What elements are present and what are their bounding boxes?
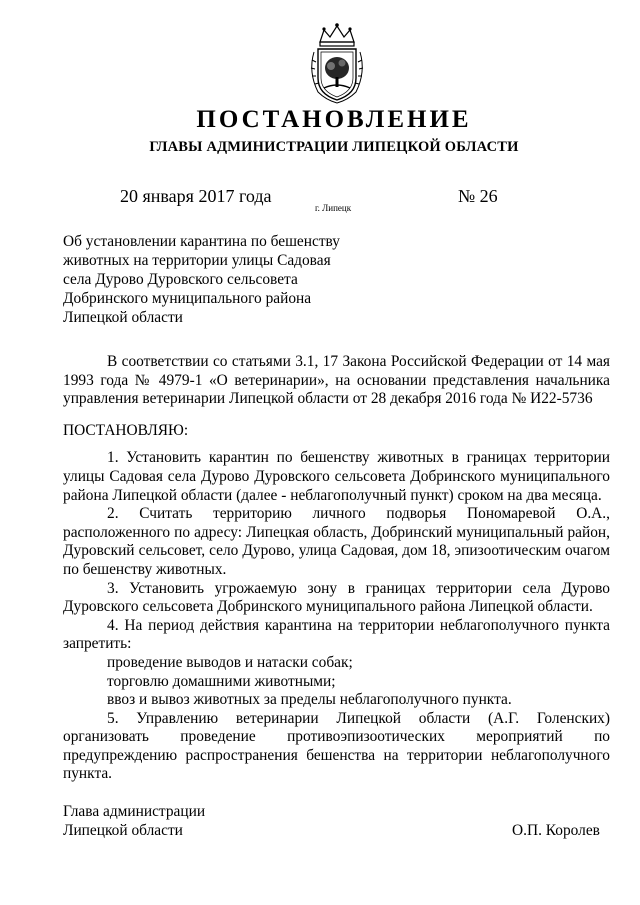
subject-line: Липецкой области — [63, 309, 183, 326]
document-number: № 26 — [458, 186, 498, 206]
subject-line: села Дурово Дуровского сельсовета — [63, 271, 298, 288]
item-4-subitem: торговлю домашними животными; — [107, 672, 336, 690]
document-subject — [63, 232, 363, 327]
issuer-subtitle: ГЛАВЫ АДМИНИСТРАЦИИ ЛИПЕЦКОЙ ОБЛАСТИ — [149, 139, 519, 155]
signatory-title — [63, 802, 205, 840]
item-1-paragraph: 1. Установить карантин по бешенству животных в границах территории улицы Садовая села Дурово Дуровского сельсовета Добринского муниципального района Липецкой области (далее - неблагополучный пункт) сроком на два месяца. — [63, 449, 610, 504]
decree-word: ПОСТАНОВЛЯЮ: — [63, 421, 189, 439]
document-city: г. Липецк — [315, 203, 352, 213]
subject-line: Добринского муниципального района — [63, 290, 312, 307]
item-4-subitem: проведение выводов и натаски собак; — [107, 653, 353, 671]
item-4-subitem: ввоз и вывоз животных за пределы неблагополучного пункта. — [107, 691, 512, 709]
item-4-paragraph: 4. На период действия карантина на территории неблагополучного пункта запретить: — [63, 616, 610, 653]
preamble-paragraph: В соответствии со статьями 3.1, 17 Закона Российской Федерации от 14 мая 1993 года № 4979-1 «О ветеринарии», на основании представления начальника управления ветеринарии Липецкой области от 28 декабря 2016 года № И22-5736 — [63, 353, 610, 408]
signatory-name: О.П. Королев — [512, 822, 600, 839]
item-2-paragraph: 2. Считать территорию личного подворья Пономаревой О.А., расположенного по адресу: Липецкая область, Добринский муниципальный район, Дуровский сельсовет, село Дурово, улица Садовая, дом 18, эпизоотическим очагом по бешенству животных. — [63, 505, 610, 578]
signatory-title-line: Липецкой области — [63, 822, 183, 839]
document-title: ПОСТАНОВЛЕНИЕ — [196, 106, 472, 133]
subject-line: Об установлении карантина по бешенству — [63, 233, 340, 250]
document-date: 20 января 2017 года — [120, 186, 272, 206]
lipetsk-coat-of-arms-icon — [298, 22, 376, 104]
item-5-paragraph: 5. Управлению ветеринарии Липецкой области (А.Г. Голенских) организовать проведение противоэпизоотических мероприятий по предупреждению распространения бешенства на территории неблагополучного пункта. — [63, 709, 610, 783]
item-3-paragraph: 3. Установить угрожаемую зону в границах территории села Дурово Дуровского сельсовета Добринского муниципального района Липецкой области. — [63, 579, 610, 616]
document-body — [63, 353, 610, 784]
signatory-title-line: Глава администрации — [63, 803, 206, 820]
subject-line: животных на территории улицы Садовая — [63, 252, 331, 269]
